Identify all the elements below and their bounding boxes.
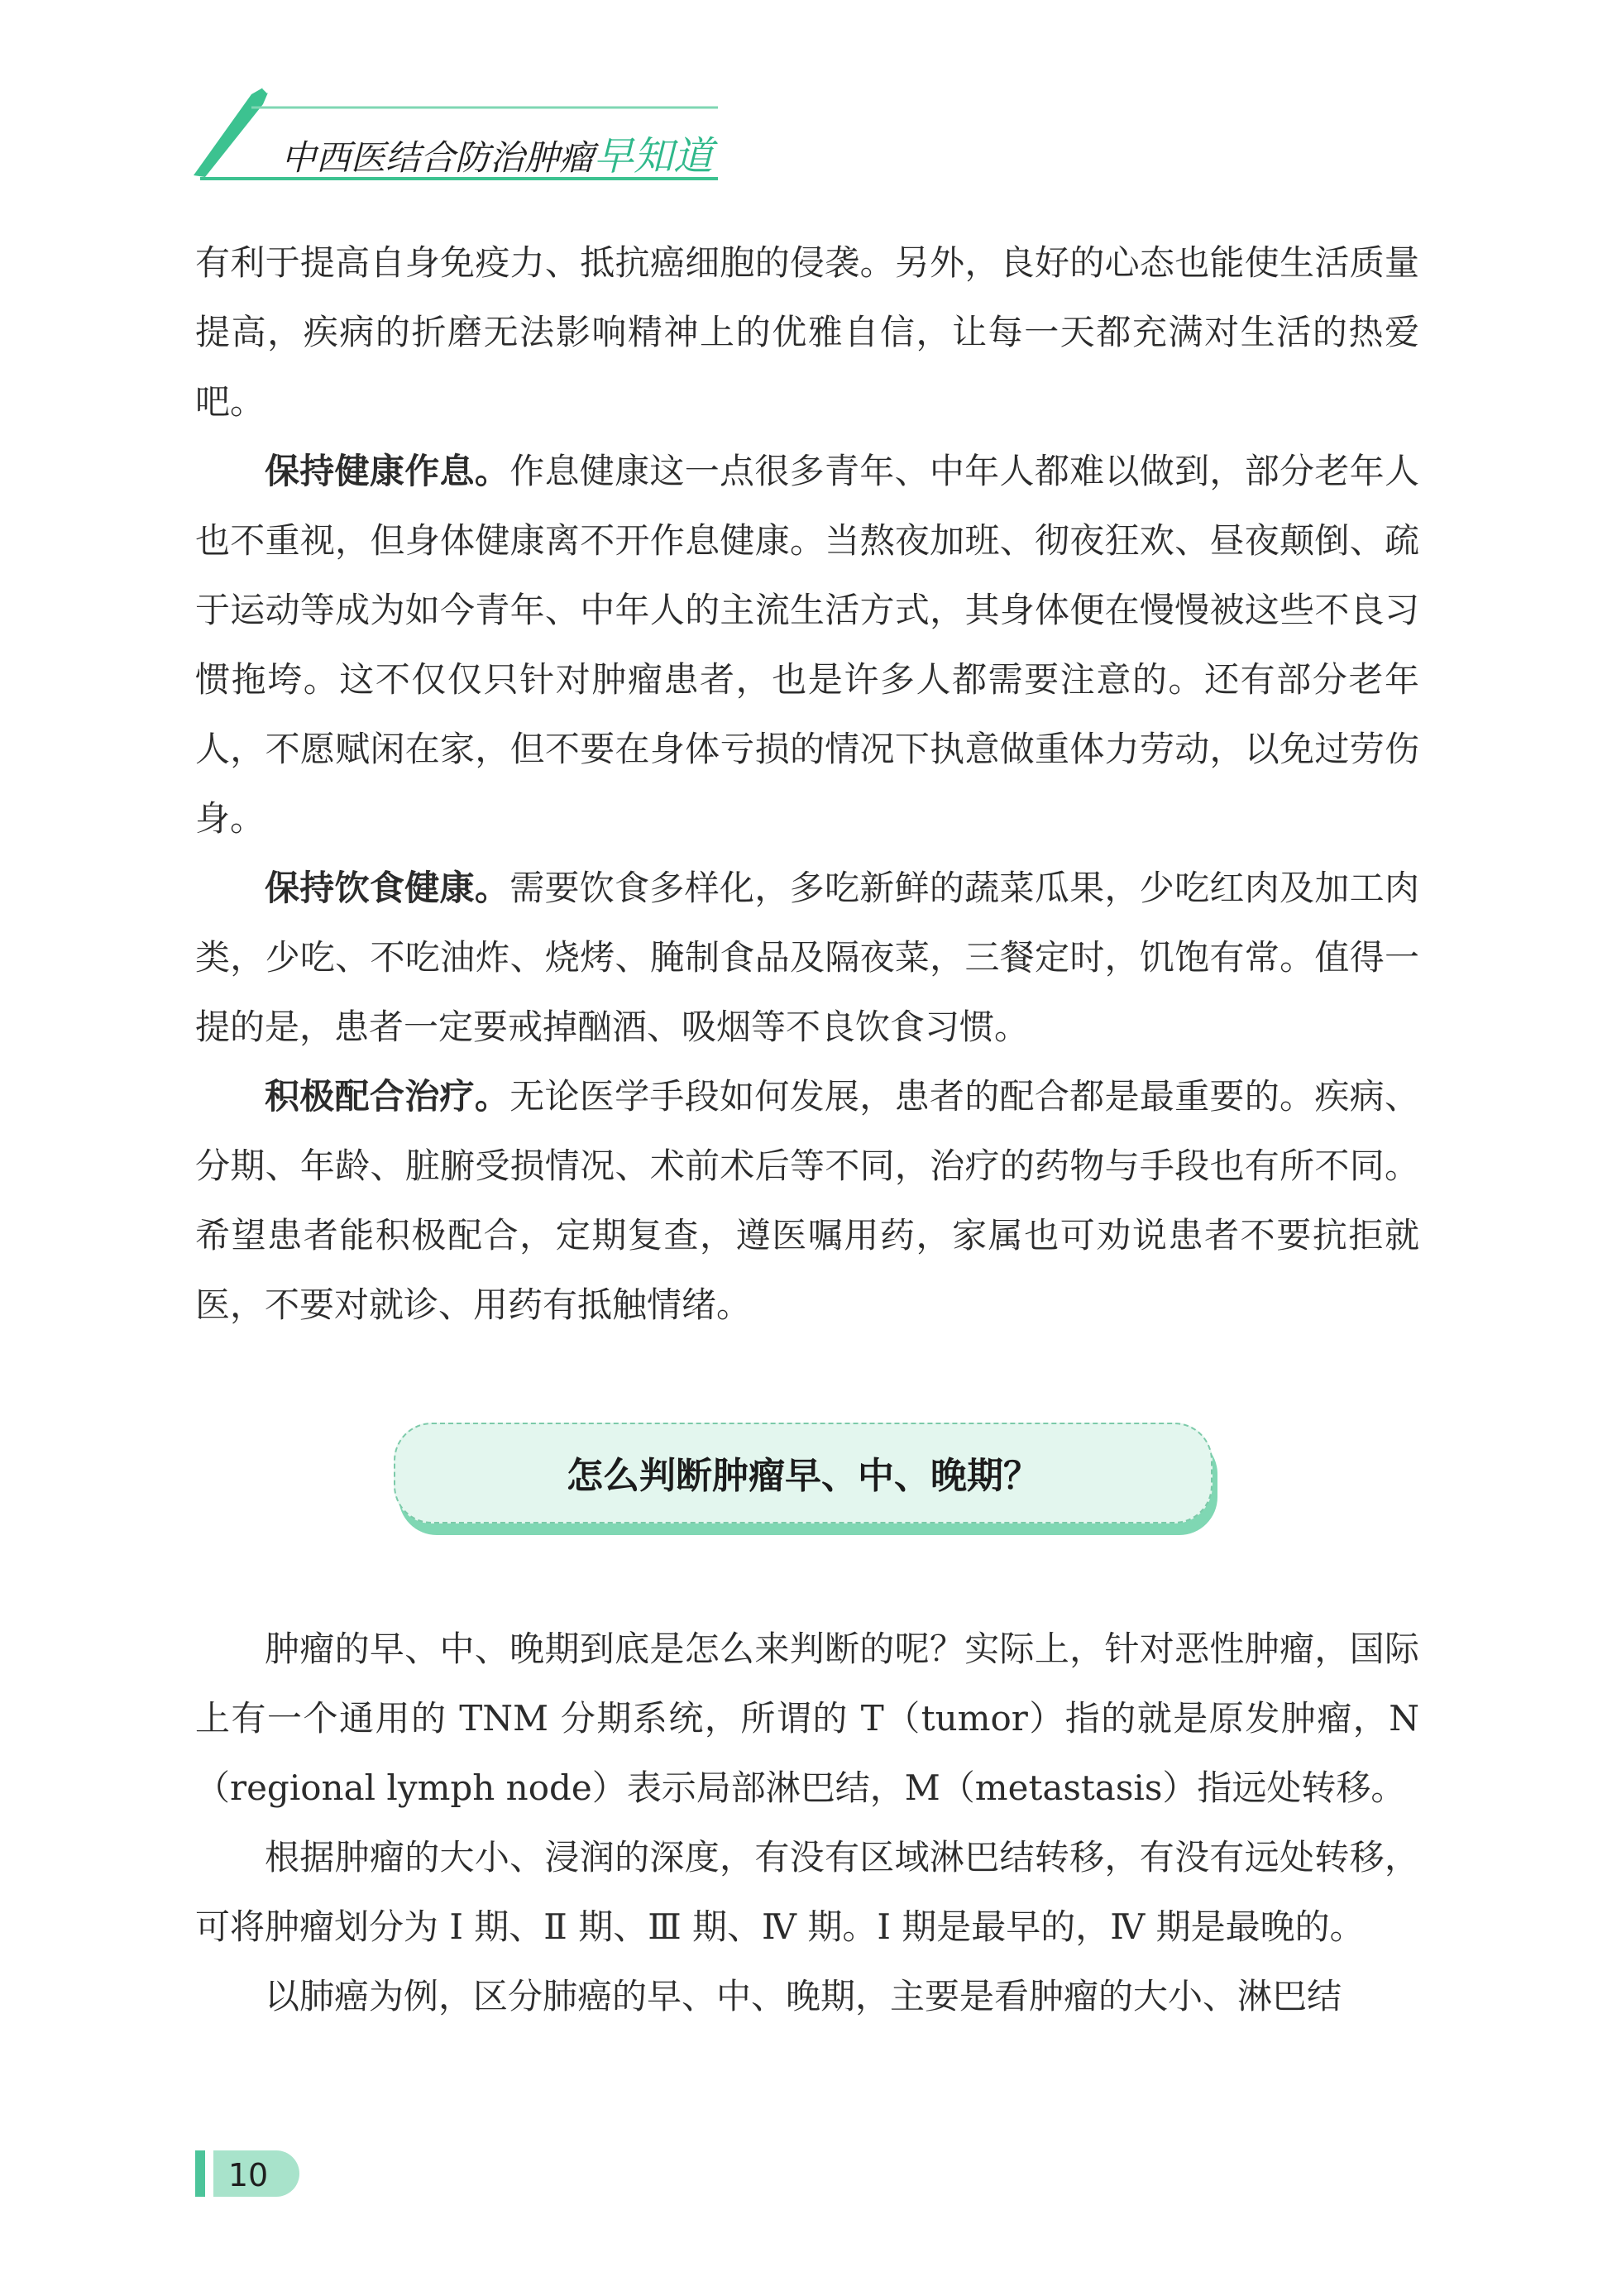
paragraph-diet bbox=[195, 854, 1419, 1062]
page-number: 10 bbox=[227, 2157, 269, 2193]
paragraph-diet-text: 需要饮食多样化，多吃新鲜的蔬菜瓜果，少吃红肉及加工肉类，少吃、不吃油炸、烧烤、腌制食品及隔夜菜，三餐定时，饥饱有常。值得一提的是，患者一定要戒掉酗酒、吸烟等不良饮食习惯。 bbox=[195, 868, 1419, 1047]
paragraph-treatment-text: 无论医学手段如何发展，患者的配合都是最重要的。疾病、分期、年龄、脏腑受损情况、术前术后等不同，治疗的药物与手段也有所不同。希望患者能积极配合，定期复查，遵医嘱用药，家属也可劝说患者不要抗拒就医，不要对就诊、用药有抵触情绪。 bbox=[195, 1076, 1419, 1325]
header-title bbox=[281, 124, 713, 181]
paragraph-rest bbox=[195, 437, 1419, 854]
paragraph-continuation: 有利于提高自身免疫力、抵抗癌细胞的侵袭。另外，良好的心态也能使生活质量提高，疾病的折磨无法影响精神上的优雅自信，让每一天都充满对生活的热爱吧。 bbox=[195, 242, 1419, 422]
paragraph-treatment-heading: 积极配合治疗。 bbox=[265, 1076, 510, 1117]
section-heading-box bbox=[394, 1423, 1213, 1523]
paragraph-lung-example: 以肺癌为例，区分肺癌的早、中、晚期，主要是看肿瘤的大小、淋巴结 bbox=[265, 1976, 1342, 2016]
section-heading-title: 怎么判断肿瘤早、中、晚期？ bbox=[567, 1455, 1040, 1497]
paragraph-tnm: 肿瘤的早、中、晚期到底是怎么来判断的呢？实际上，针对恶性肿瘤，国际上有一个通用的 TNM 分期系统，所谓的 T（tumor）指的就是原发肿瘤，N（regional lymph node）表示局部淋巴结，M（metastasis）指远处转移。 bbox=[195, 1629, 1419, 1808]
paragraph-treatment bbox=[195, 1062, 1419, 1340]
text-block-lower bbox=[195, 1614, 1419, 2031]
header-title-main: 中西医结合防治肿瘤 bbox=[281, 137, 595, 178]
paragraph-rest-text: 作息健康这一点很多青年、中年人都难以做到，部分老年人也不重视，但身体健康离不开作息健康。当熬夜加班、彻夜狂欢、昼夜颠倒、疏于运动等成为如今青年、中年人的主流生活方式，其身体便在慢慢被这些不良习惯拖垮。这不仅仅只针对肿瘤患者，也是许多人都需要注意的。还有部分老年人，不愿赋闲在家，但不要在身体亏损的情况下执意做重体力劳动，以免过劳伤身。 bbox=[195, 451, 1419, 839]
paragraph-diet-heading: 保持饮食健康。 bbox=[265, 868, 510, 908]
text-block-upper bbox=[195, 228, 1419, 1340]
page-number-bar bbox=[195, 2150, 205, 2197]
paragraph-rest-heading: 保持健康作息。 bbox=[265, 451, 510, 491]
paragraph-stages: 根据肿瘤的大小、浸润的深度，有没有区域淋巴结转移，有没有远处转移，可将肿瘤划分为 Ⅰ 期、Ⅱ 期、Ⅲ 期、Ⅳ 期。Ⅰ 期是最早的，Ⅳ 期是最晚的。 bbox=[195, 1837, 1419, 1947]
header-title-accent: 早知道 bbox=[594, 133, 714, 179]
running-header bbox=[192, 79, 721, 187]
